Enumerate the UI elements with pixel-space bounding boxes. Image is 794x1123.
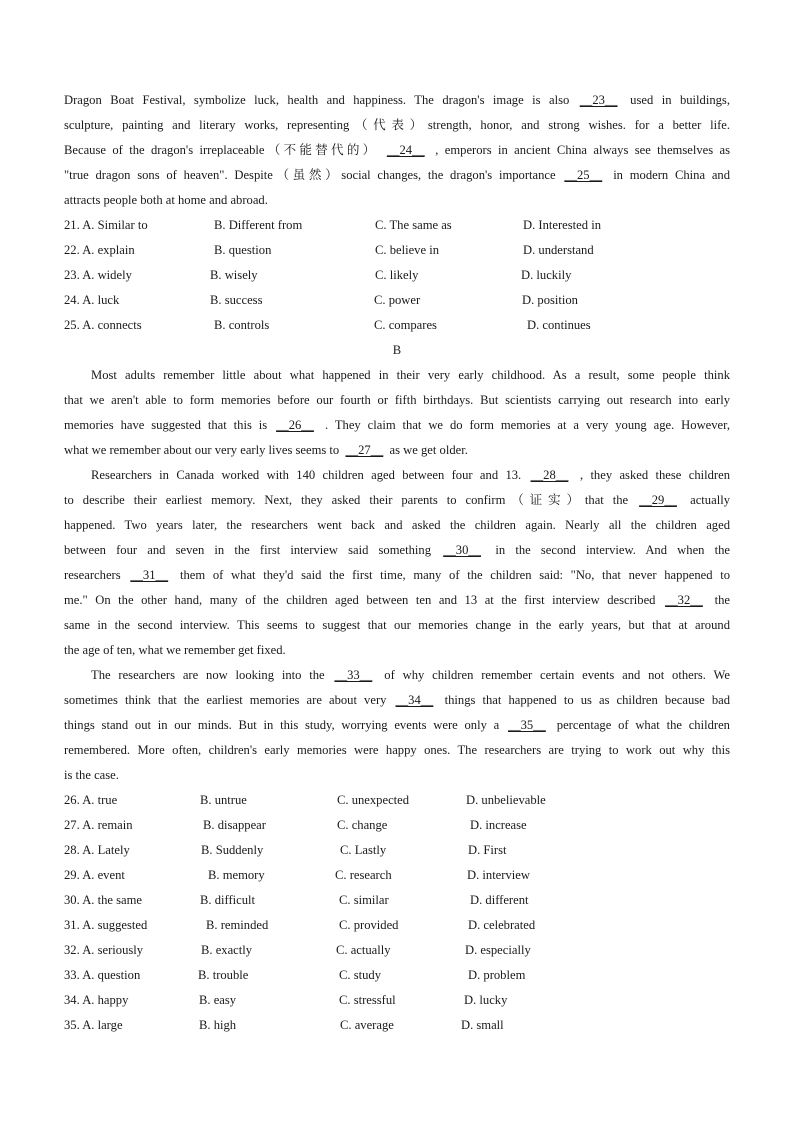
option-d: D. position: [522, 293, 578, 307]
option-b: B. difficult: [200, 893, 256, 907]
option-b: B. reminded: [206, 918, 269, 932]
option-b: B. controls: [214, 318, 270, 332]
passage-b-p3-line-5: is the case.: [64, 768, 119, 782]
blank-34: __34__: [395, 693, 434, 707]
question-row: [64, 813, 730, 838]
passage-a-line-5: attracts people both at home and abroad.: [64, 193, 268, 207]
option-b: B. wisely: [210, 268, 258, 282]
blank-30: __30__: [443, 543, 481, 557]
blank-25: __25__: [564, 168, 603, 182]
question-row: [64, 213, 730, 238]
option-c: C. likely: [375, 268, 419, 282]
option-d: D. unbelievable: [466, 793, 546, 807]
option-c: C. Lastly: [340, 843, 387, 857]
option-c: C. similar: [339, 893, 389, 907]
option-d: D. continues: [527, 318, 591, 332]
option-b: B. success: [210, 293, 263, 307]
option-a: 26. A. true: [64, 793, 118, 807]
passage-b-p2-line-1: Researchers in Canada worked with 140 children aged between four and 13. __28__ , they asked these children: [64, 463, 730, 488]
option-a: 33. A. question: [64, 968, 141, 982]
option-c: C. research: [335, 868, 392, 882]
option-d: D. understand: [523, 243, 594, 257]
exam-content: [64, 88, 730, 1038]
option-a: 34. A. happy: [64, 993, 129, 1007]
passage-b-p2-line-7: same in the second interview. This seems to suggest that our memories change in the early years, but that at around: [64, 618, 730, 632]
passage-b-p3-line-1: The researchers are now looking into the __33__ of why children remember certain events and not others. We: [64, 663, 730, 688]
option-a: 30. A. the same: [64, 893, 142, 907]
blank-29: __29__: [639, 493, 677, 507]
passage-a-line-3: Because of the dragon's irreplaceable（不能替代的） __24__ , emperors in ancient China always see themselves as: [64, 138, 730, 163]
question-row: [64, 838, 730, 863]
passage-b-p1-line-4: what we remember about our very early lives seems to __27__ as we get older.: [64, 438, 730, 463]
option-a: 23. A. widely: [64, 268, 132, 282]
option-c: C. average: [340, 1018, 394, 1032]
question-row: [64, 263, 730, 288]
passage-a-line-4: "true dragon sons of heaven". Despite（虽然）social changes, the dragon's importance __25__ in modern China and: [64, 163, 730, 188]
option-a: 35. A. large: [64, 1018, 123, 1032]
questions-b: [64, 788, 730, 1038]
option-d: D. problem: [468, 968, 526, 982]
option-b: B. memory: [208, 868, 265, 882]
passage-b-p3-line-3: things stand out in our minds. But in this study, worrying events were only a __35__ percentage of what the children: [64, 713, 730, 738]
blank-24: __24__: [386, 143, 425, 157]
blank-35: __35__: [508, 718, 546, 732]
option-c: C. stressful: [339, 993, 396, 1007]
option-d: D. Interested in: [523, 218, 601, 232]
option-a: 31. A. suggested: [64, 918, 148, 932]
blank-28: __28__: [530, 468, 569, 482]
option-d: D. lucky: [464, 993, 508, 1007]
question-row: [64, 963, 730, 988]
passage-a-line-1: Dragon Boat Festival, symbolize luck, health and happiness. The dragon's image is also __23__ used in buildings,: [64, 88, 730, 113]
option-d: D. luckily: [521, 268, 572, 282]
blank-23: __23__: [579, 93, 618, 107]
passage-b-p2-line-5: researchers __31__ them of what they'd said the first time, many of the children said: "No, that never happened to: [64, 563, 730, 588]
option-a: 25. A. connects: [64, 318, 142, 332]
option-b: B. high: [199, 1018, 237, 1032]
passage-b-p1-line-3: memories have suggested that this is __26__ . They claim that we do form memories at a very young age. However,: [64, 413, 730, 438]
option-c: C. provided: [339, 918, 399, 932]
question-row: [64, 863, 730, 888]
blank-26: __26__: [276, 418, 314, 432]
option-b: B. easy: [199, 993, 237, 1007]
option-d: D. different: [470, 893, 529, 907]
option-d: D. First: [468, 843, 507, 857]
question-row: [64, 1013, 730, 1038]
option-d: D. small: [461, 1018, 504, 1032]
option-c: C. actually: [336, 943, 391, 957]
option-a: 21. A. Similar to: [64, 218, 148, 232]
option-c: C. study: [339, 968, 381, 982]
questions-a: [64, 213, 730, 338]
passage-b-p2-line-2: to describe their earliest memory. Next, they asked their parents to confirm（证实）that the __29__ actually: [64, 488, 730, 513]
question-row: [64, 888, 730, 913]
option-c: C. power: [374, 293, 421, 307]
question-row: [64, 288, 730, 313]
question-row: [64, 988, 730, 1013]
question-row: [64, 938, 730, 963]
question-row: [64, 788, 730, 813]
option-b: B. question: [214, 243, 272, 257]
blank-33: __33__: [334, 668, 373, 682]
option-b: B. Suddenly: [201, 843, 264, 857]
passage-b-p2-line-4: between four and seven in the first interview said something __30__ in the second interview. And when the: [64, 538, 730, 563]
option-a: 28. A. Lately: [64, 843, 130, 857]
passage-a-line-2: sculpture, painting and literary works, representing（代表）strength, honor, and strong wishes. for a better life.: [64, 118, 730, 132]
option-c: C. believe in: [375, 243, 440, 257]
option-c: C. compares: [374, 318, 437, 332]
option-a: 32. A. seriously: [64, 943, 144, 957]
blank-31: __31__: [130, 568, 169, 582]
blank-32: __32__: [665, 593, 703, 607]
option-d: D. celebrated: [468, 918, 536, 932]
option-b: B. trouble: [198, 968, 249, 982]
option-d: D. interview: [467, 868, 530, 882]
passage-b-p2-line-3: happened. Two years later, the researchers went back and asked the children again. Nearly all the children aged: [64, 518, 730, 532]
option-b: B. exactly: [201, 943, 253, 957]
option-a: 24. A. luck: [64, 293, 120, 307]
passage-b-p1-line-1: Most adults remember little about what happened in their very early childhood. As a result, some people think: [91, 368, 730, 382]
passage-b-p3-line-4: remembered. More often, children's early memories were happy ones. The researchers are trying to work out why this: [64, 743, 730, 757]
question-row: [64, 913, 730, 938]
question-row: [64, 313, 730, 338]
option-c: C. unexpected: [337, 793, 410, 807]
option-d: D. increase: [470, 818, 527, 832]
passage-b-p3-line-2: sometimes think that the earliest memories are about very __34__ things that happened to us as children because bad: [64, 688, 730, 713]
option-a: 22. A. explain: [64, 243, 135, 257]
section-b-label: B: [392, 343, 402, 357]
option-d: D. especially: [465, 943, 531, 957]
blank-27: __27__: [345, 443, 384, 457]
option-a: 29. A. event: [64, 868, 125, 882]
question-row: [64, 238, 730, 263]
passage-b-p2-line-6: me." On the other hand, many of the children aged between ten and 13 at the first interview described __32__ the: [64, 588, 730, 613]
option-b: B. Different from: [214, 218, 303, 232]
option-b: B. disappear: [203, 818, 266, 832]
option-c: C. change: [337, 818, 388, 832]
passage-b-p1-line-2: that we aren't able to form memories before our fourth or fifth birthdays. But scientists carrying out research into early: [64, 393, 730, 407]
passage-b-p2-line-8: the age of ten, what we remember get fixed.: [64, 643, 286, 657]
option-a: 27. A. remain: [64, 818, 133, 832]
option-c: C. The same as: [375, 218, 452, 232]
option-b: B. untrue: [200, 793, 247, 807]
